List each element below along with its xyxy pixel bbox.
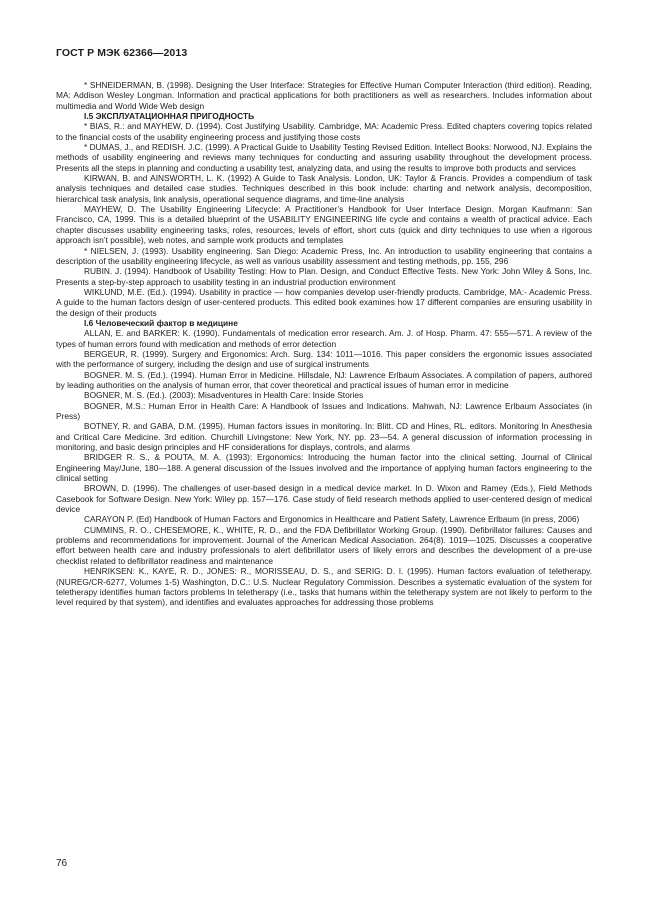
reference-entry: BERGEUR, R. (1999). Surgery and Ergonomics: Arch. Surg. 134: 1011—1016. This paper considers the ergonomic issues associated with the performance of surgery, including the design and use of surgical instruments xyxy=(56,348,592,370)
reference-entry: BOTNEY, R. and GABA, D.M. (1995). Human factors issues in monitoring. In: Blitt. CD and Hines, RL. editors. Monitoring In Anesthesia and Critical Care Medicine. 3rd edition. Churchill Livingstone: New York, NY. pp. 23—54. A general discussion of information processing in monitoring, and basic design principles and HF considerations for displays, controls, and alarms xyxy=(56,421,592,453)
reference-entry: MAYHEW, D. The Usability Engineering Lifecycle: A Practitioner’s Handbook for User Interface Design. Morgan Kaufmann: San Francisco, CA, 1999. This is a detailed blueprint of the USABILITY ENGINEERING life cycle and contains a wealth of practical advice. Each chapter discusses usability engineering tasks, roles, resources, levels of effort, short cuts (quick and dirty techniques to use when a rigorous approach isn’t possible), web notes, and sample work products and templates xyxy=(56,204,592,246)
reference-entry: BOGNER, M.S.: Human Error in Health Care: A Handbook of Issues and Indications. Mahwah, NJ: Lawrence Erlbaum Associates (in Press) xyxy=(56,400,592,421)
reference-entry: CUMMINS, R. O., CHESEMORE, K., WHITE, R. D., and the FDA Defibrillator Working Group. (1990). Defibrillator failures: Causes and problems and recommendations for improvement. Journal of the American Medical Association. 264(8). 1019—1025. Discusses a cooperative effort between health care and industry professionals to alert defibrillator users of likely errors and describes the development of a pre-use checklist related to defibrillator readiness and maintenance xyxy=(56,524,592,566)
reference-entry: HENRIKSEN: K., KAYE, R. D., JONES: R., MORISSEAU, D. S., and SERIG: D. I. (1995). Human factors evaluation of teletherapy. (NUREG/CR-6277, Volumes 1-5) Washington, D.C.: U.S. Nuclear Regulatory Commission. Describes a systematic evaluation of the system for teletherapy identifies human factors problems In teletherapy (i.e., tasks that humans within the teletherapy system are not likely to perform to the level required by that system), and identifies and evaluates approaches for addressing those problems xyxy=(56,566,592,608)
bibliography-body xyxy=(56,80,592,608)
section-heading-human-factors: I.6 Человеческий фактор в медицине xyxy=(84,317,238,328)
reference-entry: RUBIN. J. (1994). Handbook of Usability Testing: How to Plan. Design, and Conduct Effective Tests. New York: John Wiley & Sons, Inc. Presents a step-by-step approach to usability testing in an industrial production environment xyxy=(56,266,592,287)
reference-entry: * SHNEIDERMAN, B. (1998). Designing the User Interface: Strategies for Effective Human Computer Interaction (third edition). Reading, MA: Addison Wesley Longman. Information and practical applications for both practitioners as well as researchers. Includes information about multimedia and World Wide Web design xyxy=(56,80,592,111)
document-header: ГОСТ Р МЭК 62366—2013 xyxy=(56,47,188,59)
reference-entry: BROWN, D. (1996). The challenges of user-based design in a medical device market. In D. Wixon and Ramey (Eds.), Field Methods Casebook for Software Design. New York: Wiley pp. 157—176. Case study of field research methods applied to user-centered design of medical device xyxy=(56,483,592,515)
reference-entry: KIRWAN, B. and AINSWORTH, L. K. (1992) A Guide to Task Analysis. London, UK: Taylor & Francis. Provides a compendium of task analysis techniques and detailed case studies. Techniques described in this book include: charting and network analysis, decomposition, hierarchical task analysis, link analysis, operational sequence diagrams, and time-line analysis xyxy=(56,173,592,204)
reference-entry: BOGNER. M. S. (Ed.). (1994). Human Error in Medicine. Hillsdale, NJ: Lawrence Erlbaum Associates. A compilation of papers, authored by leading authorities on the analysis of human error, that cover theoretical and practical issues of human error in medicine xyxy=(56,369,592,390)
reference-entry: BRIDGER R. S., & POUTA, M. A. (1993): Ergonomics: Introducing the human factor into the clinical setting. Journal of Clinical Engineering May/June, 180—188. A general discussion of the Issues involved and the importance of applying human factors engineering to the clinical setting xyxy=(56,452,592,484)
page-number: 76 xyxy=(56,858,68,869)
reference-entry: * NIELSEN, J. (1993). Usability engineering. San Diego: Academic Press, Inc. An introduction to usability engineering that contains a description of the usability engineering lifecycle, as well as various usability assessment and testing methods, pp. 155, 296 xyxy=(56,245,592,266)
reference-entry: ALLAN, E. and BARKER: K. (1990). Fundamentals of medication error research. Am. J. of Hosp. Pharm. 47: 555—571. A review of the types of human errors found with medication and methods of error detection xyxy=(56,328,592,349)
reference-entry: * BIAS, R.: and MAYHEW, D. (1994). Cost Justifying Usability. Cambridge, MA: Academic Press. Edited chapters covering topics related to the financial costs of the usability engineering process and justifying those costs xyxy=(56,121,592,142)
reference-entry: CARAYON P. (Ed) Handbook of Human Factors and Ergonomics in Healthcare and Patient Safety, Lawrence Erlbaum (in press, 2006) xyxy=(84,514,580,525)
reference-entry: * DUMAS, J., and REDISH. J.C. (1999). A Practical Guide to Usability Testing Revised Edition. Intellect Books: Norwood, NJ. Explains the methods of usability engineering and reviews many techniques for conducting and assuring usability throughout the development process. Presents all the steps in planning and conducting a usability test, analyzing data, and using the results to improve both products and services xyxy=(56,142,592,173)
reference-entry: WIKLUND, M.E. (Ed.). (1994). Usability in practice — how companies develop user-friendly products. Cambridge, MA:- Academic Press. A guide to the human factors design of user-centered products. This edited book examines how 17 different companies are ensuring usability in the design of their products xyxy=(56,286,592,318)
section-heading-usability: I.5 ЭКСПЛУАТАЦИОННАЯ ПРИГОДНОСТЬ xyxy=(84,111,255,122)
reference-entry: BOGNER, M. S. (Ed.). (2003): Misadventures in Health Care: Inside Stories xyxy=(84,390,364,401)
